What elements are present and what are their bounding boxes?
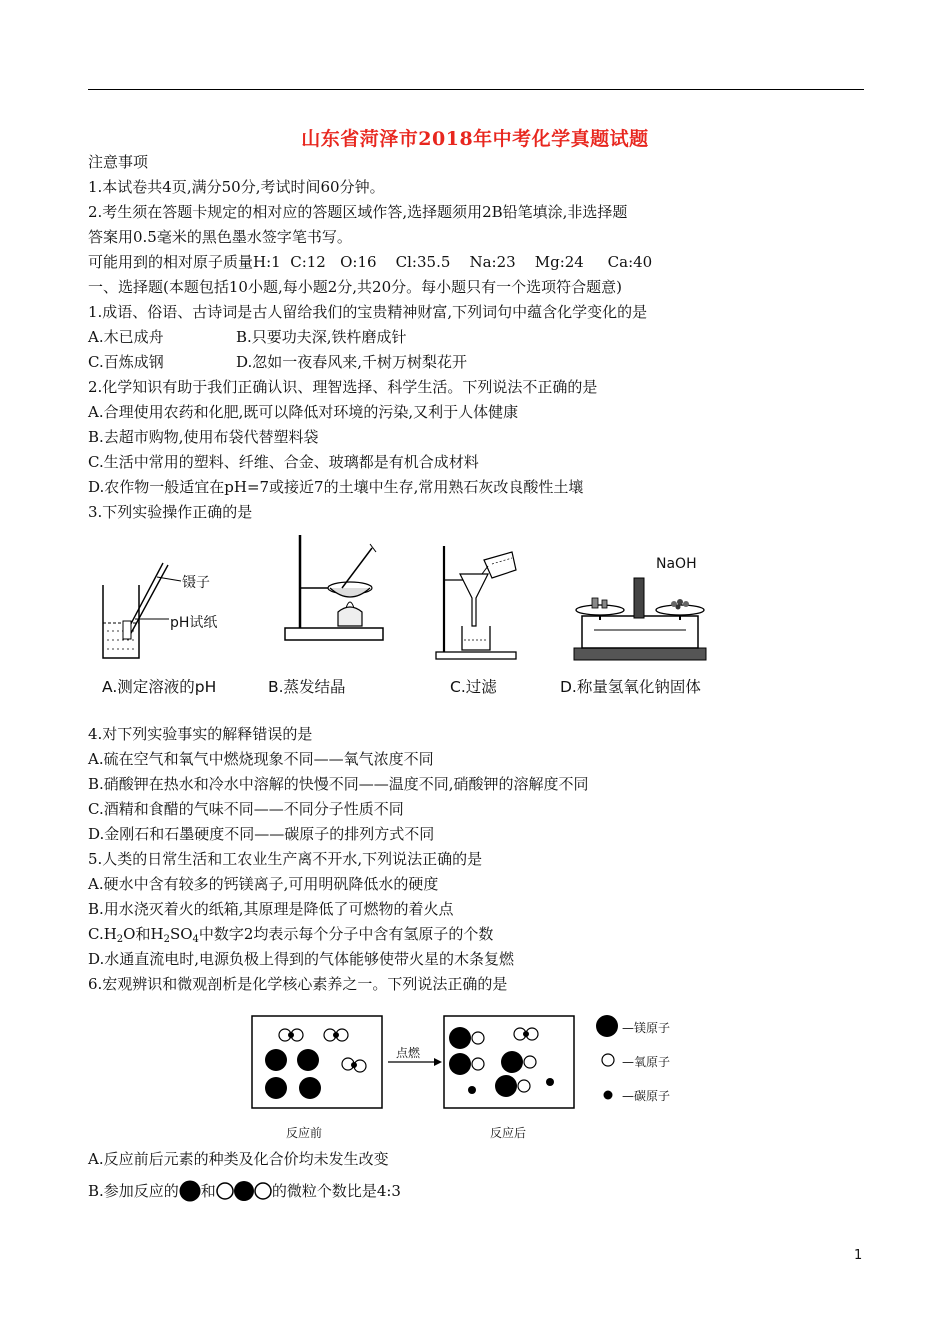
q5-option-d: D.水通直流电时,电源负极上得到的气体能够使带火星的木条复燃 (88, 950, 515, 968)
figure-balance (570, 572, 710, 664)
q3-option-a: A.测定溶液的pH (102, 678, 217, 696)
after-label: 反应后 (490, 1126, 527, 1140)
q4-option-d: D.金刚石和石墨硬度不同——碳原子的排列方式不同 (88, 825, 435, 843)
page-title: 山东省菏泽市2018年中考化学真题试题 (301, 128, 649, 150)
q1-option-b: B.只要功夫深,铁杵磨成针 (236, 328, 407, 346)
header-rule (88, 89, 864, 90)
q5-option-c: $C.H_2O$和$H_2SO_4$中数字2均表示每个分子中含有氢原子的个数 (88, 925, 494, 945)
figure-ph-test (95, 555, 235, 665)
q3-option-b: B.蒸发结晶 (268, 678, 346, 696)
q4-option-b: B.硝酸钾在热水和冷水中溶解的快慢不同——温度不同,硝酸钾的溶解度不同 (88, 775, 589, 793)
co2-molecule-icon (216, 1180, 272, 1202)
notice-line-2: 2.考生须在答题卡规定的相对应的答题区域作答,选择题须用2B铅笔填涂,非选择题 (88, 203, 628, 221)
q6-stem: 6.宏观辨识和微观剖析是化学核心素养之一。下列说法正确的是 (88, 975, 508, 993)
q2-stem: 2.化学知识有助于我们正确认识、理智选择、科学生活。下列说法不正确的是 (88, 378, 598, 396)
reaction-diagram (250, 1014, 580, 1110)
legend-c-label: —碳原子 (622, 1089, 671, 1103)
figure-evaporation (280, 530, 390, 645)
q6-option-b: B.参加反应的 和 的微粒个数比是4:3 (88, 1182, 401, 1200)
legend-c-atom-icon (602, 1089, 614, 1101)
q6-option-a: A.反应前后元素的种类及化合价均未发生改变 (88, 1150, 389, 1168)
mg-atom-icon (179, 1180, 201, 1202)
q1-stem: 1.成语、俗语、古诗词是古人留给我们的宝贵精神财富,下列词句中蕴含化学变化的是 (88, 303, 648, 321)
label-naoh: NaOH (656, 556, 697, 572)
q2-option-b: B.去超市购物,使用布袋代替塑料袋 (88, 428, 319, 446)
q5-option-a: A.硬水中含有较多的钙镁离子,可用明矾降低水的硬度 (88, 875, 439, 893)
notice-heading: 注意事项 (88, 153, 149, 171)
figure-filtration (432, 540, 522, 662)
before-label: 反应前 (286, 1126, 323, 1140)
q5-stem: 5.人类的日常生活和工农业生产离不开水,下列说法正确的是 (88, 850, 483, 868)
q2-option-c: C.生活中常用的塑料、纤维、合金、玻璃都是有机合成材料 (88, 453, 479, 471)
arrow-label-ignite: 点燃 (396, 1046, 421, 1060)
q3-option-c: C.过滤 (450, 678, 497, 696)
q1-option-d: D.忽如一夜春风来,千树万树梨花开 (236, 353, 468, 371)
q3-option-d: D.称量氢氧化钠固体 (560, 678, 701, 696)
q4-option-c: C.酒精和食醋的气味不同——不同分子性质不同 (88, 800, 404, 818)
q5-option-b: B.用水浇灭着火的纸箱,其原理是降低了可燃物的着火点 (88, 900, 454, 918)
label-ph-paper: pH试纸 (170, 615, 218, 631)
q2-option-d: D.农作物一般适宜在pH=7或接近7的土壤中生存,常用熟石灰改良酸性土壤 (88, 478, 584, 496)
notice-line-1: 1.本试卷共4页,满分50分,考试时间60分钟。 (88, 178, 385, 196)
page-number: 1 (854, 1248, 863, 1263)
atomic-mass-line: 可能用到的相对原子质量H:1 C:12 O:16 Cl:35.5 Na:23 Mg:24 Ca:40 (88, 253, 653, 271)
label-tweezers: 镊子 (182, 575, 210, 591)
q4-stem: 4.对下列实验事实的解释错误的是 (88, 725, 313, 743)
q1-option-c: C.百炼成钢 (88, 353, 164, 371)
q2-option-a: A.合理使用农药和化肥,既可以降低对环境的污染,又利于人体健康 (88, 403, 519, 421)
legend-mg-atom-icon (595, 1014, 619, 1038)
legend-o-atom-icon (600, 1052, 616, 1068)
q3-stem: 3.下列实验操作正确的是 (88, 503, 253, 521)
notice-line-3: 答案用0.5毫米的黑色墨水签字笔书写。 (88, 228, 352, 246)
legend-mg-label: —镁原子 (622, 1021, 671, 1035)
q1-option-a: A.木已成舟 (88, 328, 164, 346)
q4-option-a: A.硫在空气和氧气中燃烧现象不同——氧气浓度不同 (88, 750, 434, 768)
legend-o-label: —氧原子 (622, 1055, 671, 1069)
section-heading: 一、选择题(本题包括10小题,每小题2分,共20分。每小题只有一个选项符合题意) (88, 278, 622, 296)
